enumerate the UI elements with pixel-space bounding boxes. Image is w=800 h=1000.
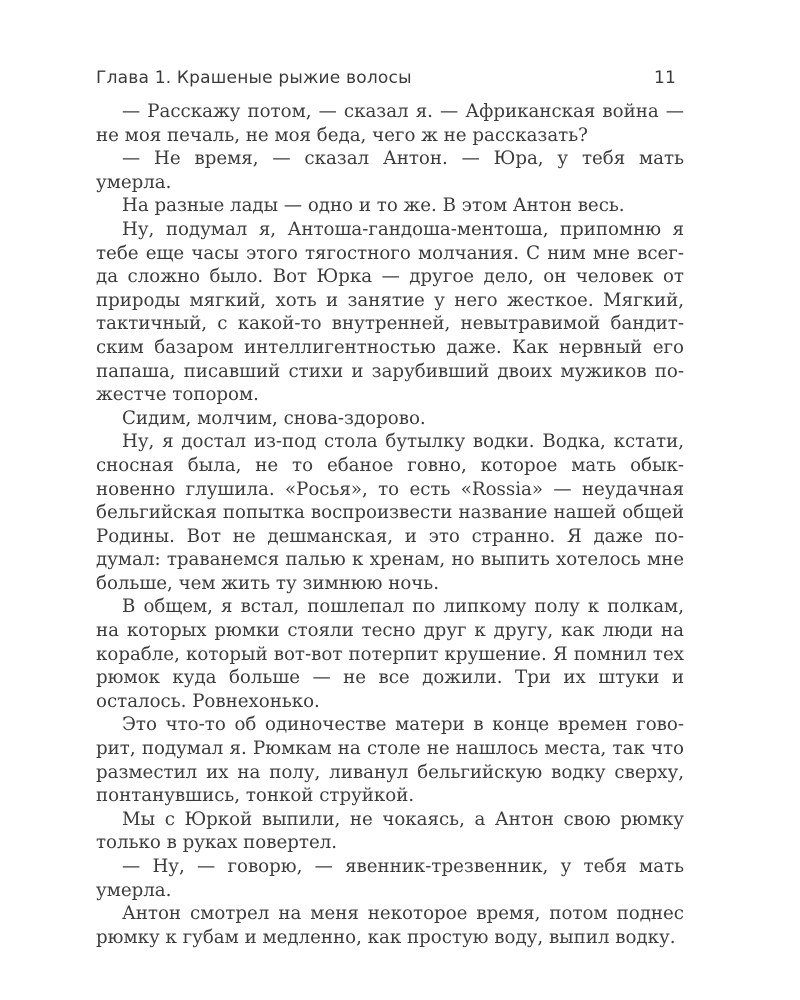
body-text bbox=[96, 100, 684, 949]
paragraph: В общем, я встал, пошлепал по липкому полу к полкам, на которых рюмки стояли тесно друг к другу, как люди на корабле, который вот-вот потерпит крушение. Я помнил тех рюмок куда больше — не все дожили. Три их штуки и осталось. Ровнехонько. bbox=[96, 596, 684, 712]
running-head bbox=[96, 60, 684, 100]
paragraph: Ну, я достал из-под стола бутылку водки. Водка, кстати, сносная была, не то ебаное говно, которое мать обыкновенно глушила. «Росья», то есть «Rossia» — неудачная бельгийская попытка воспроизвести название нашей общей Родины. Вот не дешманская, и это странно. Я даже подумал: траванемся палью к хренам, но выпить хотелось мне больше, чем жить ту зимнюю ночь. bbox=[96, 431, 684, 594]
paragraph: Антон смотрел на меня некоторое время, потом поднес рюмку к губам и медленно, как простую воду, выпил водку. bbox=[96, 903, 684, 948]
paragraph: — Не время, — сказал Антон. — Юра, у тебя мать умерла. bbox=[96, 148, 684, 193]
paragraph: Это что-то об одиночестве матери в конце времен говорит, подумал я. Рюмкам на столе не нашлось места, так что разместил их на полу, ливанул бельгийскую водку сверху, понтанувшись, тонкой струйкой. bbox=[96, 714, 684, 807]
paragraph: Ну, подумал я, Антоша-гандоша-ментоша, припомню я тебе еще часы этого тягостного молчания. С ним мне всегда сложно было. Вот Юрка — другое дело, он человек от природы мягкий, хоть и занятие у него жесткое. Мягкий, тактичный, с какой-то внутренней, невытравимой бандитским базаром интеллигентностью даже. Как нервный его папаша, писавший стихи и зарубивший двоих мужиков пожестче топором. bbox=[96, 218, 684, 406]
page-number: 11 bbox=[653, 68, 676, 88]
paragraph: — Ну, — говорю, — явенник-трезвенник, у тебя мать умерла. bbox=[96, 856, 684, 901]
paragraph: На разные лады — одно и то же. В этом Антон весь. bbox=[122, 195, 625, 217]
paragraph: Сидим, молчим, снова-здорово. bbox=[122, 407, 426, 429]
paragraph: Мы с Юркой выпили, не чокаясь, а Антон свою рюмку только в руках повертел. bbox=[96, 808, 684, 854]
book-page bbox=[96, 60, 684, 949]
chapter-title: Глава 1. Крашеные рыжие волосы bbox=[96, 68, 412, 88]
paragraph: — Расскажу потом, — сказал я. — Африканская война — не моя печаль, не моя беда, чего ж не рассказать? bbox=[96, 101, 684, 146]
